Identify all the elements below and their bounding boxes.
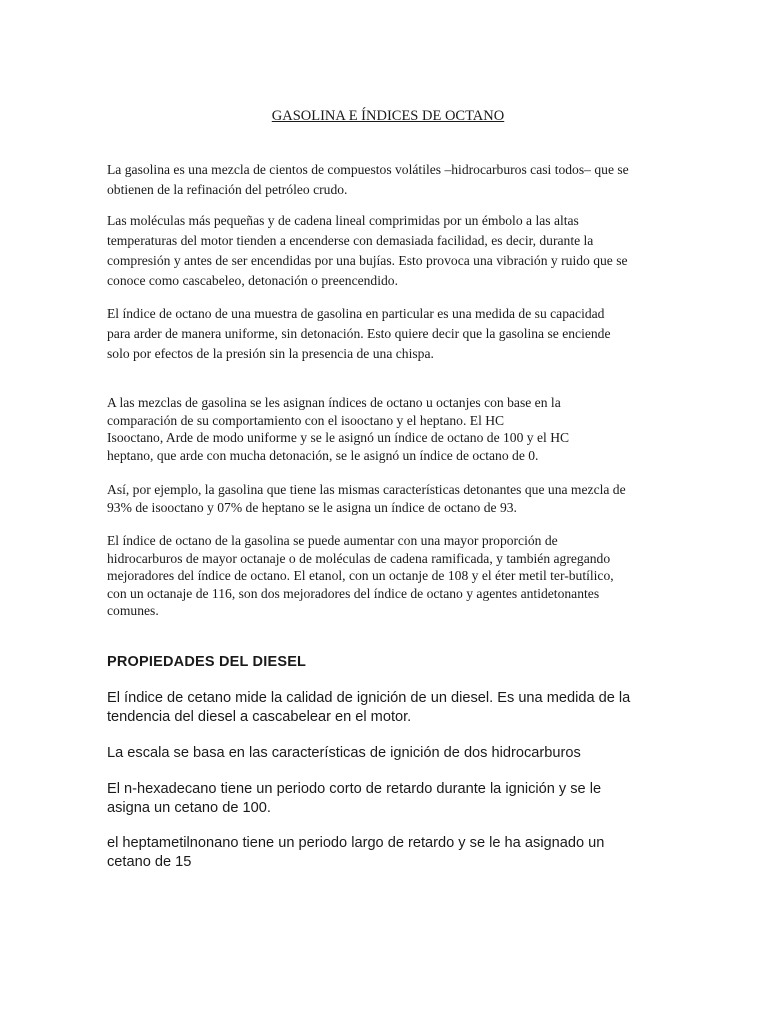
paragraph-gasolina-definition	[107, 160, 677, 200]
text-line: compresión y antes de ser encendidas por una bujías. Esto provoca una vibración y ruido que se	[107, 253, 628, 268]
text-line: solo por efectos de la presión sin la presencia de una chispa.	[107, 346, 434, 361]
paragraph-octane-improvers	[107, 532, 677, 620]
paragraph-isooctane-heptane	[107, 394, 677, 464]
paragraph-example-93	[107, 481, 677, 516]
text-line: comparación de su comportamiento con el isooctano y el heptano. El HC	[107, 412, 505, 428]
text-line: El índice de octano de la gasolina se puede aumentar con una mayor proporción de	[107, 533, 558, 548]
text-line: El n-hexadecano tiene un periodo corto de retardo durante la ignición y se le	[107, 781, 602, 797]
paragraph-cetane-scale	[107, 744, 667, 763]
text-line: el heptametilnonano tiene un periodo largo de retardo y se le ha asignado un	[107, 835, 605, 851]
text-line: Las moléculas más pequeñas y de cadena lineal comprimidas por un émbolo a las altas	[107, 213, 579, 228]
text-line: comunes.	[107, 603, 159, 618]
paragraph-n-hexadecane	[107, 780, 667, 818]
text-line: El índice de octano de una muestra de gasolina en particular es una medida de su capacidad	[107, 306, 605, 321]
text-line: hidrocarburos de mayor octanaje o de moléculas de cadena ramificada, y también agregando	[107, 550, 611, 566]
text-line: conoce como cascabeleo, detonación o preencendido.	[107, 273, 398, 288]
text-line: Así, por ejemplo, la gasolina que tiene las mismas características detonantes que una mezcla de	[107, 482, 626, 497]
text-line: Isooctano, Arde de modo uniforme y se le asignó un índice de octano de 100 y el HC	[107, 430, 570, 445]
section-heading-diesel: PROPIEDADES DEL DIESEL	[107, 654, 307, 670]
text-line: El índice de cetano mide la calidad de ignición de un diesel. Es una medida de la	[107, 690, 631, 706]
text-line: La gasolina es una mezcla de cientos de compuestos volátiles –hidrocarburos casi todos– que se	[107, 162, 629, 177]
text-line: mejoradores del índice de octano. El etanol, con un octanje de 108 y el éter metil ter-butílico,	[107, 568, 614, 583]
text-line: para arder de manera uniforme, sin detonación. Esto quiere decir que la gasolina se enciende	[107, 326, 611, 341]
text-line: heptano, que arde con mucha detonación, se le asignó un índice de octano de 0.	[107, 447, 539, 463]
text-line: asigna un cetano de 100.	[107, 800, 271, 816]
text-line: cetano de 15	[107, 854, 192, 870]
text-line: tendencia del diesel a cascabelear en el motor.	[107, 709, 412, 725]
paragraph-cetane-index	[107, 689, 667, 727]
document-title-text: GASOLINA E ÍNDICES DE OCTANO	[271, 108, 505, 124]
document-title	[0, 108, 768, 125]
text-line: temperaturas del motor tienden a encenderse con demasiada facilidad, es decir, durante la	[107, 233, 594, 248]
paragraph-molecular-detonation	[107, 211, 677, 291]
text-line: La escala se basa en las características de ignición de dos hidrocarburos	[107, 745, 581, 761]
paragraph-octane-index	[107, 304, 677, 364]
text-line: obtienen de la refinación del petróleo crudo.	[107, 182, 348, 197]
text-line: con un octanaje de 116, son dos mejoradores del índice de octano y agentes antidetonantes	[107, 585, 600, 601]
text-line: A las mezclas de gasolina se les asignan índices de octano u octanjes con base en la	[107, 395, 561, 410]
text-line: 93% de isooctano y 07% de heptano se le asigna un índice de octano de 93.	[107, 499, 517, 515]
paragraph-heptamethylnonane	[107, 834, 667, 872]
